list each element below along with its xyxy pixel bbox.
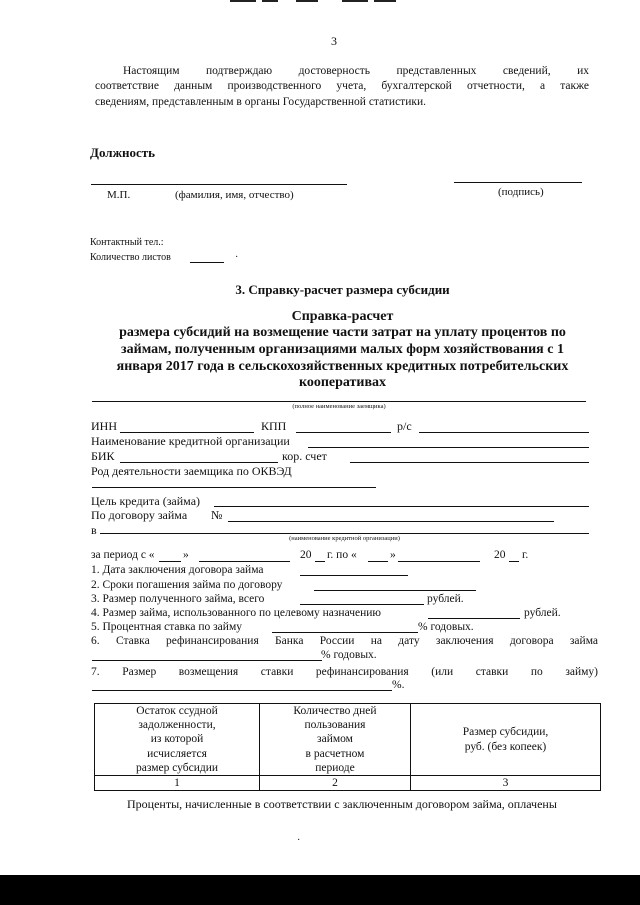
header-line: исчисляется — [147, 747, 207, 760]
table-header-row — [95, 704, 601, 776]
scan-mark — [262, 0, 278, 2]
period-from-prefix: за период с « — [91, 549, 155, 561]
compensation-rate-field[interactable] — [92, 690, 392, 691]
okved-field[interactable] — [92, 487, 376, 488]
contract-date-field[interactable] — [300, 575, 408, 576]
purpose-label: Цель кредита (займа) — [91, 494, 201, 508]
repayment-terms-field[interactable] — [314, 590, 476, 591]
period-to-month-field[interactable] — [398, 561, 480, 562]
refinancing-rate-field[interactable] — [92, 660, 322, 661]
okved-label: Род деятельности заемщика по ОКВЭД — [91, 464, 292, 478]
scan-speck: · — [297, 835, 301, 846]
loan-used-field[interactable] — [428, 618, 520, 619]
scan-bottom-edge — [0, 875, 640, 905]
item-contract-date: 1. Дата заключения договора займа — [91, 564, 264, 576]
document-subtitle-line: кооперативах — [298, 375, 387, 390]
borrower-caption: (полное наименование заемщика) — [292, 403, 386, 410]
credit-org-field[interactable] — [308, 447, 589, 448]
item-loan-total: 3. Размер полученного займа, всего — [91, 593, 265, 605]
rs-field[interactable] — [419, 432, 589, 433]
year-prefix: 20 — [494, 549, 506, 561]
sheets-line — [190, 262, 224, 263]
item-loan-used: 4. Размер займа, использованного по целевому назначению — [91, 607, 382, 619]
item-repayment-terms: 2. Сроки погашения займа по договору — [91, 579, 283, 591]
period-to-text: г. по « — [327, 549, 357, 561]
kor-account-field[interactable] — [350, 462, 589, 463]
confirm-paragraph-line: сведениям, представленным в органы Государственной статистики. — [95, 96, 426, 108]
inn-field[interactable] — [120, 432, 254, 433]
header-line: Размер субсидии, — [462, 726, 549, 739]
column-number: 1 — [95, 776, 260, 791]
signature-line — [454, 182, 582, 183]
header-line: периоде — [315, 761, 355, 774]
header-days-count — [260, 704, 411, 776]
confirm-paragraph-line: Настоящим подтверждаю достоверность представленных сведений, их — [123, 65, 589, 77]
kpp-label: КПП — [261, 419, 287, 433]
bik-field[interactable] — [120, 462, 278, 463]
page-number: 3 — [331, 34, 337, 48]
header-line: в расчетном — [305, 747, 365, 760]
credit-org-label: Наименование кредитной организации — [91, 434, 290, 448]
bik-label: БИК — [91, 449, 115, 463]
rs-label: р/с — [397, 419, 412, 433]
period-from-year-field[interactable] — [315, 561, 325, 562]
confirm-paragraph-line: соответствие данным производственного учета, бухгалтерской отчетности, а также — [95, 80, 589, 92]
header-line: задолженности, — [138, 719, 216, 732]
header-line: руб. (без копеек) — [464, 740, 547, 753]
scan-mark — [374, 0, 396, 2]
table-number-row — [95, 776, 601, 791]
contact-label: Контактный тел.: — [90, 237, 164, 248]
scan-mark — [230, 0, 256, 2]
header-line: размер субсидии — [135, 761, 219, 774]
interest-paid-text: Проценты, начисленные в соответствии с заключенным договором займа, оплачены — [127, 797, 557, 811]
refinancing-rate-unit: % годовых. — [321, 649, 377, 661]
year-prefix: 20 — [300, 549, 312, 561]
document-title: Справка-расчет — [291, 309, 394, 324]
header-subsidy-amount — [411, 704, 601, 776]
contract-number-field[interactable] — [228, 521, 554, 522]
dot-mark: · — [235, 252, 239, 263]
inn-label: ИНН — [91, 419, 117, 433]
signature-caption: (подпись) — [498, 186, 544, 198]
number-sign: № — [211, 508, 223, 522]
loan-total-unit: рублей. — [427, 593, 464, 605]
quote-close: » — [390, 549, 396, 561]
header-line: пользования — [304, 719, 366, 732]
period-year-end: г. — [522, 549, 529, 561]
header-loan-balance — [95, 704, 260, 776]
credit-org-name-field[interactable] — [100, 533, 589, 534]
interest-rate-unit: % годовых. — [418, 621, 474, 633]
subsidy-table — [94, 703, 601, 791]
position-label: Должность — [90, 145, 156, 160]
in-label: в — [91, 523, 97, 537]
kpp-field[interactable] — [296, 432, 391, 433]
sheets-label: Количество листов — [90, 252, 171, 263]
header-line: Количество дней — [293, 705, 377, 718]
header-line: займом — [317, 733, 353, 746]
fio-line — [91, 184, 347, 185]
contract-label: По договору займа — [91, 508, 188, 522]
interest-rate-field[interactable] — [272, 632, 418, 633]
period-from-day-field[interactable] — [159, 561, 181, 562]
borrower-name-line — [92, 401, 586, 402]
document-subtitle-line: размера субсидий на возмещение части затрат на уплату процентов по — [119, 325, 566, 340]
kor-account-label: кор. счет — [282, 449, 327, 463]
column-number: 2 — [260, 776, 411, 791]
fio-caption: (фамилия, имя, отчество) — [175, 189, 294, 201]
quote-close: » — [183, 549, 189, 561]
period-to-day-field[interactable] — [368, 561, 388, 562]
loan-used-unit: рублей. — [524, 607, 561, 619]
period-to-year-field[interactable] — [509, 561, 519, 562]
credit-org-caption: (наименование кредитной организации) — [289, 535, 400, 542]
section-heading: 3. Справку-расчет размера субсидии — [235, 282, 450, 297]
stamp-place-label: М.П. — [107, 189, 131, 201]
compensation-rate-unit: %. — [392, 679, 405, 691]
document-subtitle-line: займам, полученным организациями малых форм хозяйствования с 1 — [121, 342, 564, 357]
header-line: из которой — [150, 733, 204, 746]
scan-mark — [342, 0, 368, 2]
scan-mark — [296, 0, 318, 2]
item-refinancing-rate: 6. Ставка рефинансирования Банка России на дату заключения договора займа — [91, 635, 598, 647]
period-from-month-field[interactable] — [199, 561, 290, 562]
item-compensation-rate: 7. Размер возмещения ставки рефинансирования (или ставки по займу) — [91, 666, 598, 678]
item-interest-rate: 5. Процентная ставка по займу — [91, 621, 242, 633]
document-subtitle-line: января 2017 года в сельскохозяйственных кредитных потребительских — [116, 359, 569, 374]
column-number: 3 — [411, 776, 601, 791]
header-line: Остаток ссудной — [136, 705, 218, 718]
loan-total-field[interactable] — [300, 604, 424, 605]
purpose-field[interactable] — [214, 506, 589, 507]
